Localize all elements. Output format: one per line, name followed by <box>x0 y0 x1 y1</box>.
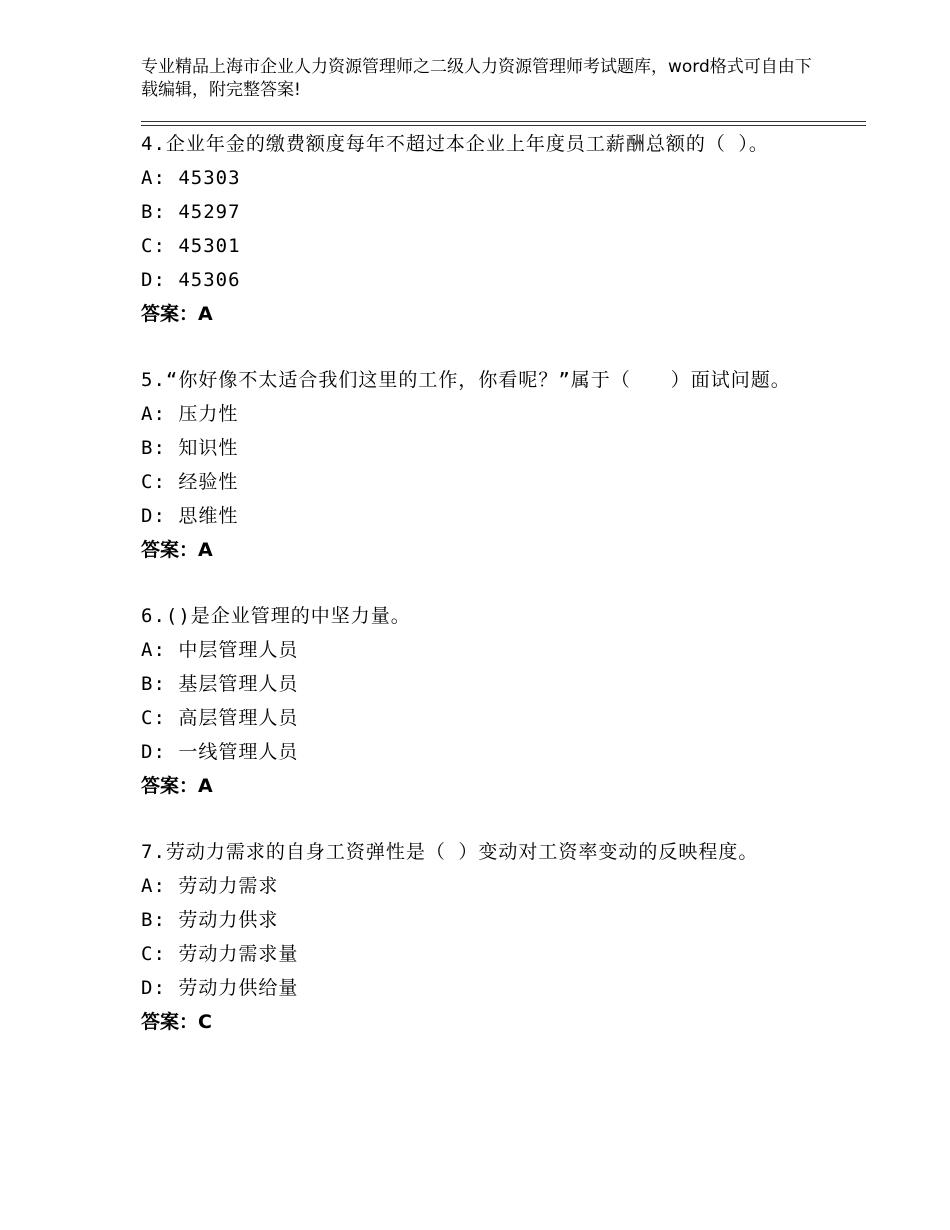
option-d: D: 思维性 <box>141 505 239 527</box>
question-5 <box>141 364 821 567</box>
question-stem: 5.“你好像不太适合我们这里的工作，你看呢？”属于（ ）面试问题。 <box>141 369 791 391</box>
option-b: B: 劳动力供求 <box>141 909 279 931</box>
document-header: 专业精品上海市企业人力资源管理师之二级人力资源管理师考试题库，word格式可自由下载编辑，附完整答案! <box>141 57 812 100</box>
question-stem: 4.企业年金的缴费额度每年不超过本企业上年度员工薪酬总额的（ ）。 <box>141 133 769 155</box>
option-b: B: 基层管理人员 <box>141 673 299 695</box>
option-b: B: 45297 <box>141 201 241 223</box>
answer-label: 答案：A <box>141 775 213 797</box>
question-4 <box>141 128 821 331</box>
option-b: B: 知识性 <box>141 437 239 459</box>
question-list <box>141 128 821 1072</box>
option-c: C: 经验性 <box>141 471 239 493</box>
question-stem: 7.劳动力需求的自身工资弹性是（ ）变动对工资率变动的反映程度。 <box>141 841 759 863</box>
option-d: D: 45306 <box>141 269 241 291</box>
answer-label: 答案：A <box>141 303 213 325</box>
option-d: D: 一线管理人员 <box>141 741 299 763</box>
question-6 <box>141 600 821 803</box>
question-stem: 6.()是企业管理的中坚力量。 <box>141 605 411 627</box>
option-a: A: 压力性 <box>141 403 239 425</box>
option-c: C: 45301 <box>141 235 241 257</box>
question-7 <box>141 836 821 1039</box>
option-d: D: 劳动力供给量 <box>141 977 299 999</box>
header-divider <box>141 121 866 126</box>
option-a: A: 中层管理人员 <box>141 639 299 661</box>
answer-label: 答案：A <box>141 539 213 561</box>
option-c: C: 劳动力需求量 <box>141 943 299 965</box>
option-c: C: 高层管理人员 <box>141 707 299 729</box>
answer-label: 答案：C <box>141 1011 212 1033</box>
option-a: A: 45303 <box>141 167 241 189</box>
option-a: A: 劳动力需求 <box>141 875 279 897</box>
